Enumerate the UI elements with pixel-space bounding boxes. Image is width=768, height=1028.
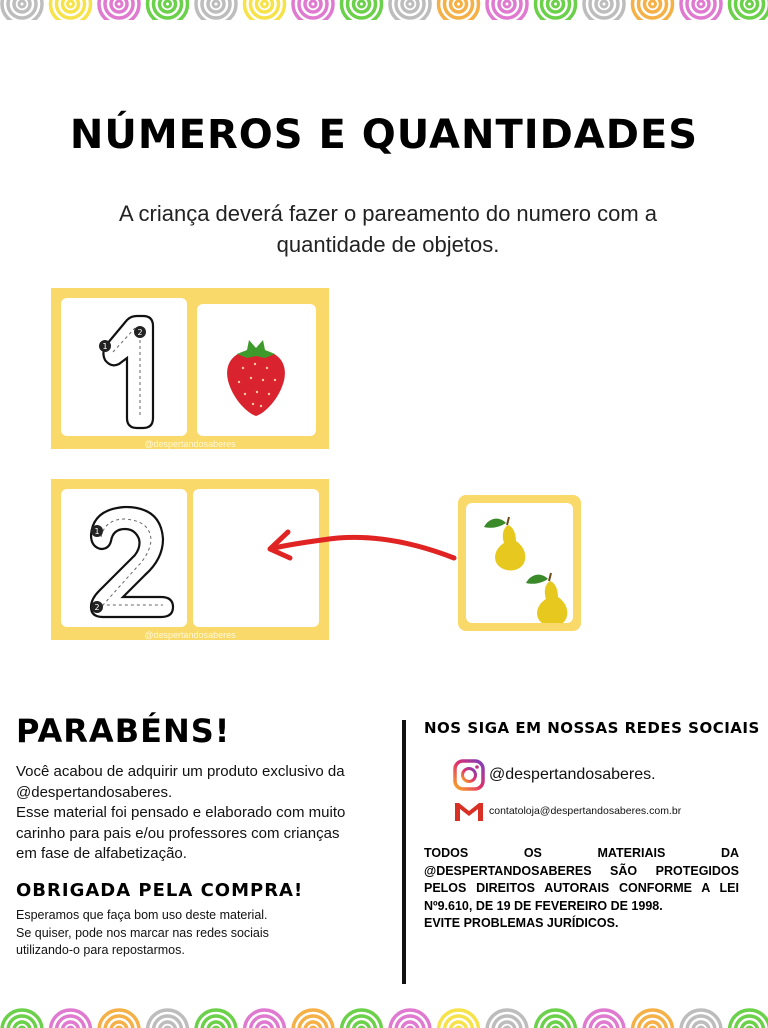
object-cell [466, 503, 573, 623]
swirl-ring [116, 1, 122, 7]
swirl-ring [202, 0, 230, 18]
swirl-ring [639, 0, 667, 18]
swirl-ring [251, 0, 279, 18]
swirl-ring [213, 1, 219, 7]
pear-icon [466, 503, 573, 623]
congrats-line: Você acabou de adquirir um produto exclusivo da [16, 762, 388, 783]
swirl-border-icon [0, 1004, 768, 1028]
congrats-line: carinho para pais e/ou professores com crianças [16, 824, 388, 845]
instagram-icon [452, 758, 486, 792]
legal-notice [424, 845, 739, 933]
instruction-text [60, 198, 716, 260]
swirl-ring [407, 1, 413, 7]
swirl-ring [68, 1, 74, 7]
swirl-ring [601, 1, 607, 7]
email-address: contatoloja@despertandosaberes.com.br [489, 805, 681, 817]
swirl-ring [736, 0, 764, 18]
number-cell [61, 298, 187, 436]
number-one-tracing-icon [61, 298, 187, 436]
swirl-ring [299, 0, 327, 18]
instagram-handle: @despertandosaberes. [489, 766, 656, 784]
congrats-body [16, 762, 388, 865]
swirl-ring [590, 0, 618, 18]
strawberry-icon [197, 304, 316, 436]
bottom-decorative-border [0, 1004, 768, 1028]
instruction-line: quantidade de objetos. [60, 229, 716, 260]
svg-text:1: 1 [102, 342, 107, 351]
number-two-tracing-icon [61, 489, 187, 627]
vertical-divider [402, 720, 406, 984]
top-decorative-border [0, 0, 768, 20]
swirl-ring [747, 1, 753, 7]
thanks-line: Se quiser, pode nos marcar nas redes sociais [16, 925, 342, 943]
swirl-ring [359, 1, 365, 7]
instruction-line: A criança deverá fazer o pareamento do numero com a [60, 198, 716, 229]
object-cell [197, 304, 316, 436]
swirl-ring [493, 0, 521, 18]
swirl-ring [165, 1, 171, 7]
swirl-ring [154, 0, 182, 18]
congrats-line: @despertandosaberes. [16, 783, 388, 804]
swirl-ring [57, 0, 85, 18]
swirl-ring [504, 1, 510, 7]
number-cell [61, 489, 187, 627]
swirl-ring [348, 0, 376, 18]
swirl-ring [19, 1, 25, 7]
svg-text:1: 1 [94, 527, 99, 536]
legal-line: TODOS OS MATERIAIS DA [424, 845, 739, 863]
swirl-ring [310, 1, 316, 7]
swirl-ring [542, 0, 570, 18]
swirl-ring [8, 0, 36, 18]
page-title: NÚMEROS E QUANTIDADES [0, 112, 768, 158]
swirl-ring [445, 0, 473, 18]
thanks-line: Esperamos que faça bom uso deste material. [16, 907, 342, 925]
instagram-link[interactable] [452, 758, 656, 792]
swirl-ring [396, 0, 424, 18]
swirl-ring [687, 0, 715, 18]
swirl-ring [553, 1, 559, 7]
legal-line: EVITE PROBLEMAS JURÍDICOS. [424, 915, 739, 933]
svg-text:2: 2 [94, 603, 99, 612]
swirl-ring [650, 1, 656, 7]
legal-line: PELOS DIREITOS AUTORAIS CONFORME A LEI [424, 880, 739, 898]
swirl-ring [105, 0, 133, 18]
congrats-title: PARABÉNS! [16, 712, 230, 750]
watermark-text: @despertandosaberes [51, 630, 329, 640]
gmail-icon [452, 798, 486, 824]
svg-text:2: 2 [137, 328, 142, 337]
congrats-line: Esse material foi pensado e elaborado com muito [16, 803, 388, 824]
arrow-left-icon [262, 518, 462, 568]
legal-line: @DESPERTANDOSABERES SÃO PROTEGIDOS [424, 863, 739, 881]
swirl-border-icon [0, 0, 768, 20]
legal-line: Nº9.610, DE 19 DE FEVEREIRO DE 1998. [424, 898, 739, 916]
number-card-1 [51, 288, 329, 449]
thanks-body [16, 907, 342, 960]
watermark-text: @despertandosaberes [51, 439, 329, 449]
email-link[interactable] [452, 798, 681, 824]
social-title: NOS SIGA EM NOSSAS REDES SOCIAIS [424, 719, 760, 737]
swirl-ring [262, 1, 268, 7]
thanks-line: utilizando-o para repostarmos. [16, 942, 342, 960]
congrats-line: em fase de alfabetização. [16, 844, 388, 865]
swirl-ring [456, 1, 462, 7]
swirl-ring [698, 1, 704, 7]
thanks-title: OBRIGADA PELA COMPRA! [16, 880, 303, 901]
pears-quantity-card[interactable] [458, 495, 581, 631]
